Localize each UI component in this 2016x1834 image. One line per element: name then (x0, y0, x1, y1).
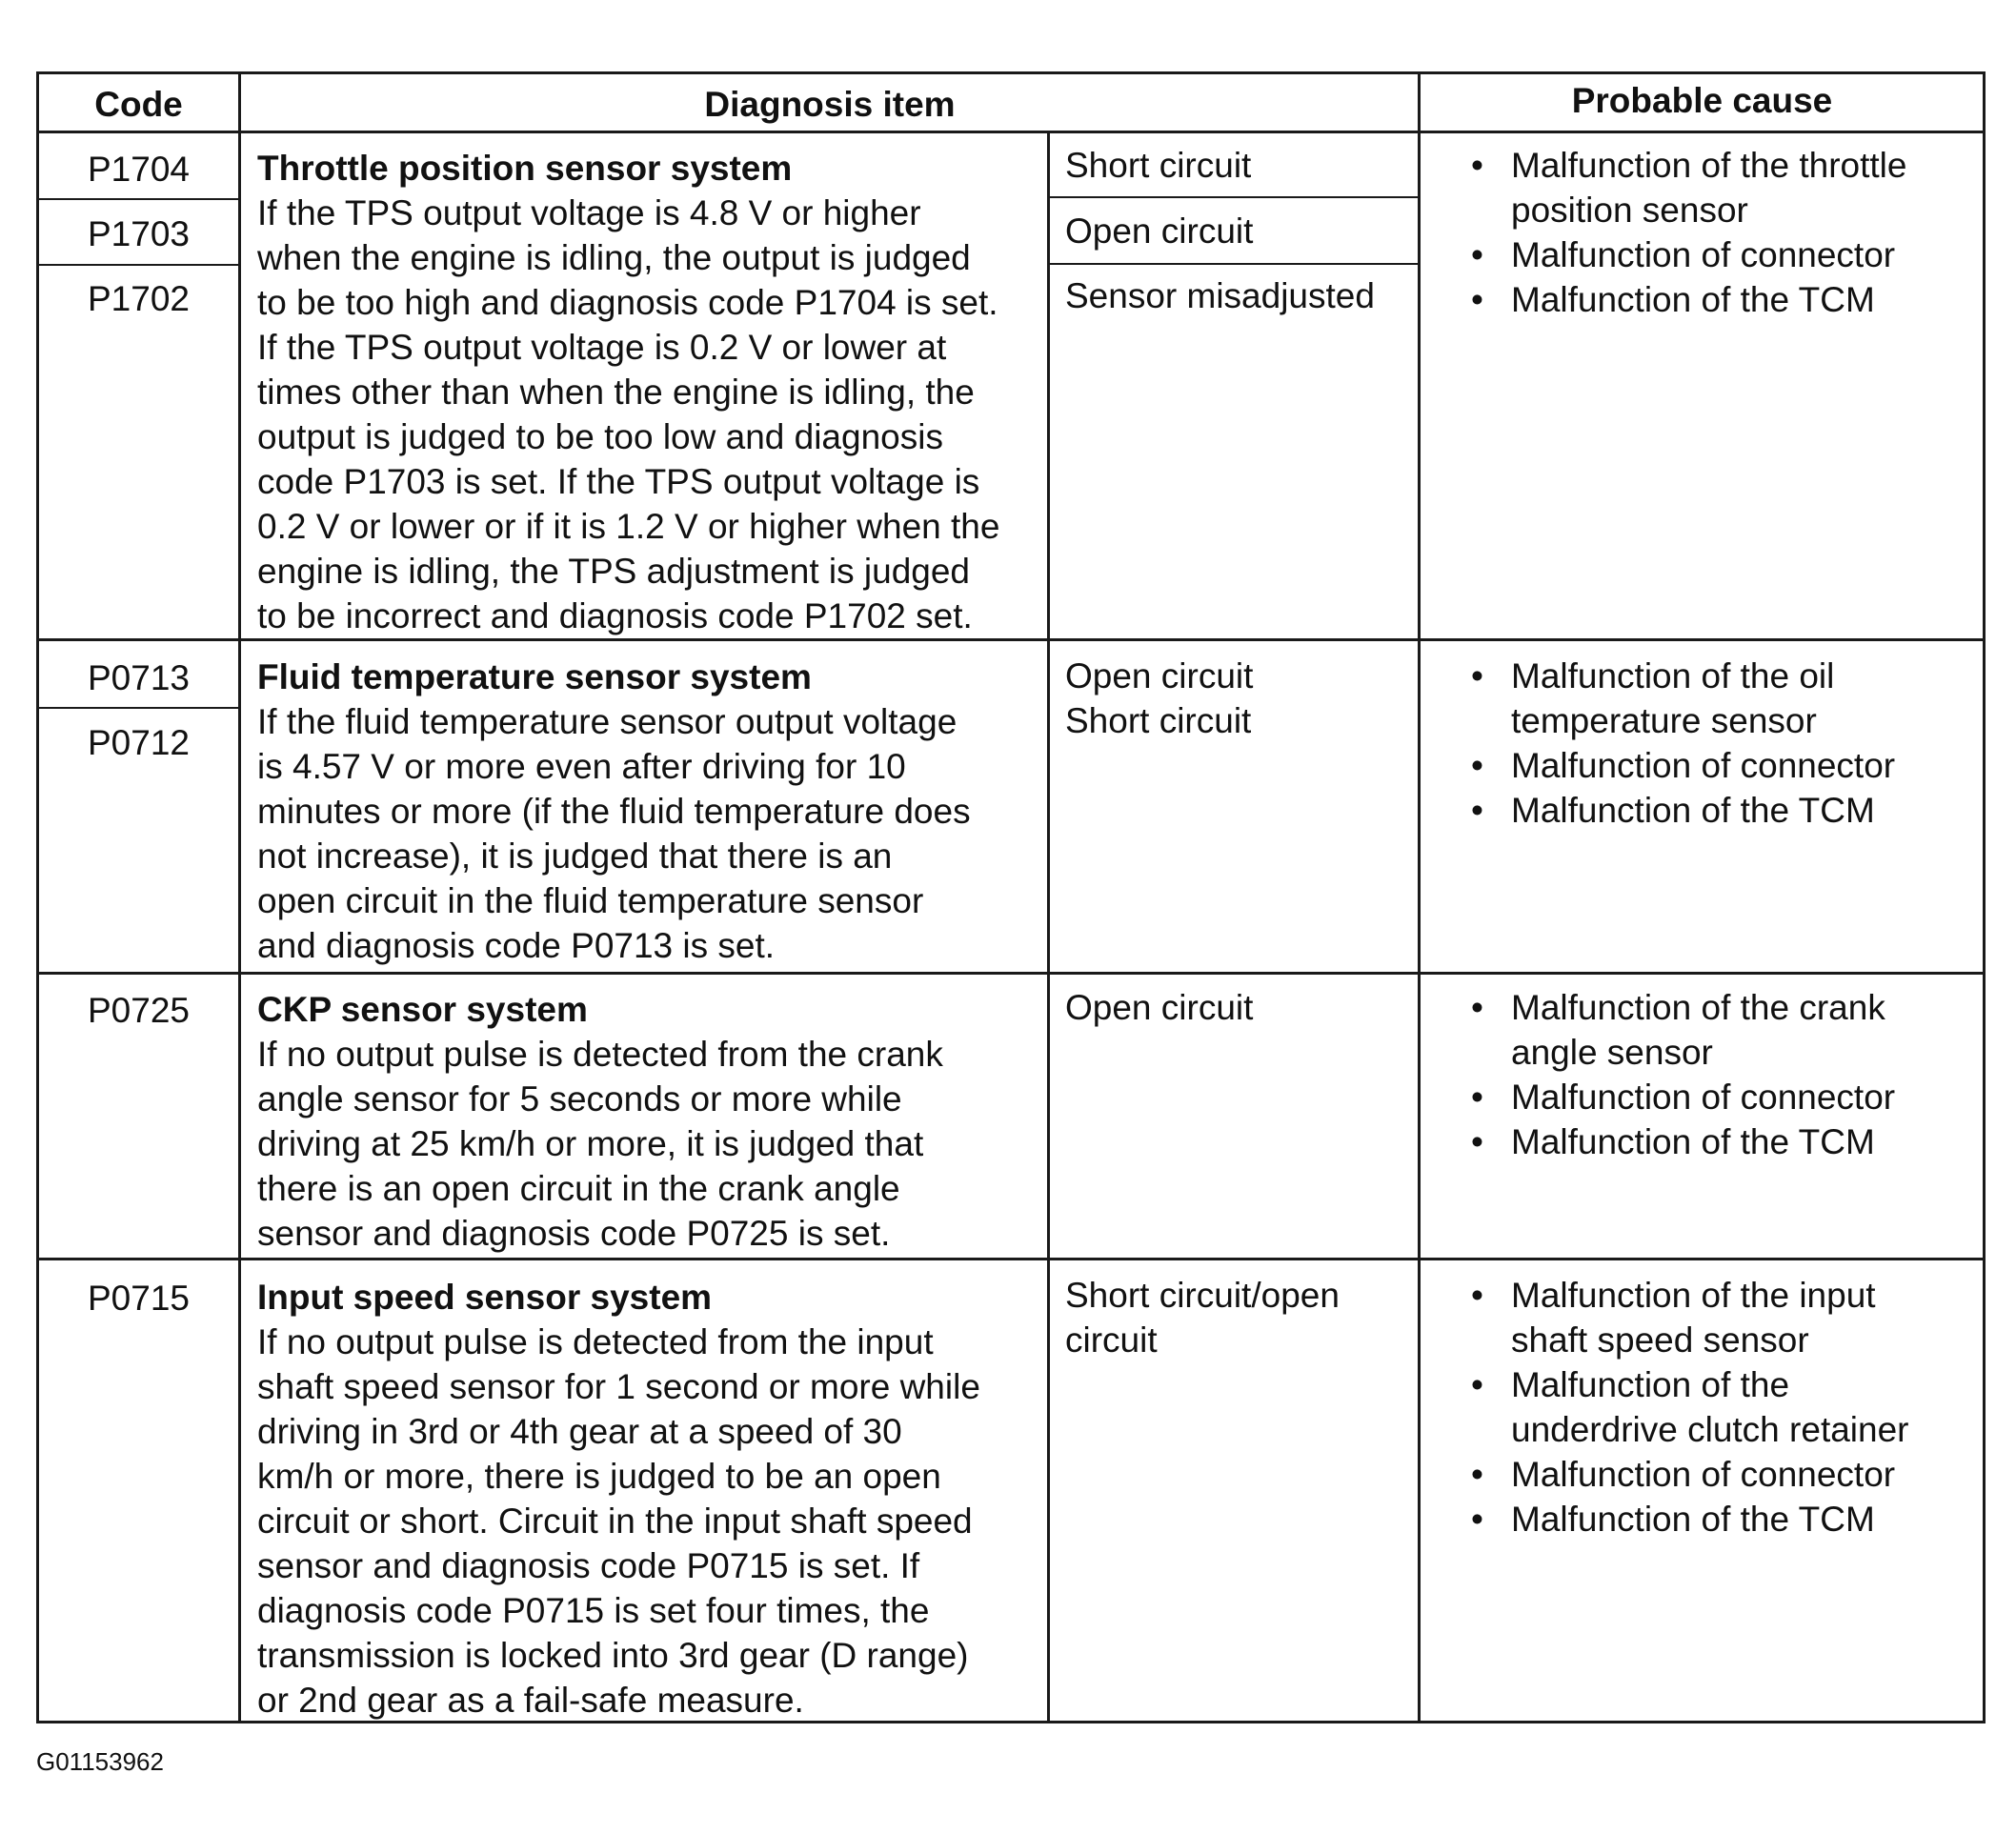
cause-item (1463, 1119, 1895, 1164)
code-separator (36, 707, 240, 709)
header-diagnosis-item: Diagnosis item (704, 85, 956, 124)
cause-text: Malfunction of the TCM (1511, 280, 1875, 319)
cause-text: Malfunction of the TCM (1511, 1122, 1875, 1161)
cause-item (1463, 743, 1895, 788)
condition-separator (1048, 263, 1420, 265)
cause-item (1463, 232, 1906, 277)
diagnosis-title: Fluid temperature sensor system (257, 657, 812, 696)
code-separator (36, 198, 240, 200)
condition-cell: Open circuit (1065, 988, 1254, 1027)
diagnosis-description: If the TPS output voltage is 4.8 V or higher when the engine is idling, the output is judged to be too high and diagnosis code P1704 is set. If the TPS output voltage is 0.2 V or lower at times other than when the engine is idling, the output is judged to be too low and diagnosis code P1703 is set. If the TPS output voltage is 0.2 V or lower or if it is 1.2 V or higher when the engine is idling, the TPS adjustment is judged to be incorrect and diagnosis code P1702 set. (257, 193, 1000, 635)
table-border-top (36, 71, 1986, 74)
cause-text: Malfunction of the TCM (1511, 1500, 1875, 1539)
condition-cell: Open circuit (1065, 212, 1254, 251)
cause-text: Malfunction of connector (1511, 1455, 1896, 1494)
bullet-icon: • (1471, 791, 1483, 830)
cause-text: Malfunction of the crank angle sensor (1511, 988, 1885, 1072)
diagnosis-title: Input speed sensor system (257, 1278, 713, 1317)
code-separator (36, 264, 240, 266)
cause-item (1463, 788, 1895, 833)
code-cell: P0713 (88, 658, 190, 697)
diagnosis-title: CKP sensor system (257, 990, 588, 1029)
condition-separator (1048, 196, 1420, 198)
cause-item (1463, 654, 1895, 743)
condition-cell: Open circuit Short circuit (1065, 656, 1254, 740)
bullet-icon: • (1471, 1276, 1483, 1315)
bullet-icon: • (1471, 1122, 1483, 1161)
code-cell: P1702 (88, 279, 190, 318)
header-probable-cause: Probable cause (1571, 81, 1833, 120)
figure-id: G01153962 (36, 1747, 164, 1776)
bullet-icon: • (1471, 146, 1483, 185)
cause-item (1463, 1452, 1909, 1497)
bullet-icon: • (1471, 746, 1483, 785)
diagnosis-title: Throttle position sensor system (257, 149, 793, 188)
condition-cell: Short circuit/open circuit (1065, 1276, 1340, 1360)
diagnosis-description: If no output pulse is detected from the crank angle sensor for 5 seconds or more while driving at 25 km/h or more, it is judged that there is an open circuit in the crank angle sensor and diagnosis code P0725 is set. (257, 1035, 943, 1253)
cause-text: Malfunction of the throttle position sensor (1511, 146, 1907, 230)
bullet-icon: • (1471, 656, 1483, 695)
bullet-icon: • (1471, 1500, 1483, 1539)
code-cell: P0715 (88, 1279, 190, 1318)
cause-column-divider (1418, 71, 1421, 1723)
row-1-bottom-border (36, 638, 1986, 641)
bullet-icon: • (1471, 235, 1483, 274)
bullet-icon: • (1471, 280, 1483, 319)
header-code: Code (94, 85, 183, 124)
condition-cell: Short circuit (1065, 146, 1252, 185)
cause-text: Malfunction of the input shaft speed sensor (1511, 1276, 1876, 1360)
cause-text: Malfunction of the TCM (1511, 791, 1875, 830)
cause-text: Malfunction of connector (1511, 1078, 1896, 1117)
code-cell: P1703 (88, 214, 190, 253)
code-cell: P0712 (88, 723, 190, 762)
cause-item (1463, 1075, 1895, 1119)
diagnosis-description: If no output pulse is detected from the input shaft speed sensor for 1 second or more while driving in 3rd or 4th gear at a speed of 30 km/h or more, there is judged to be an open circuit or short. Circuit in the input shaft speed sensor and diagnosis code P0715 is set. If diagnosis code P0715 is set four times, the transmission is locked into 3rd gear (D range) or 2nd gear as a fail-safe measure. (257, 1322, 980, 1720)
bullet-icon: • (1471, 1455, 1483, 1494)
code-cell: P0725 (88, 991, 190, 1030)
cause-text: Malfunction of connector (1511, 746, 1896, 785)
cause-text: Malfunction of connector (1511, 235, 1896, 274)
cause-list (1463, 143, 1906, 322)
diagnosis-description: If the fluid temperature sensor output voltage is 4.57 V or more even after driving for 10 minutes or more (if the fluid temperature does not increase), it is judged that there is an open circuit in the fluid temperature sensor and diagnosis code P0713 is set. (257, 702, 971, 965)
cause-list (1463, 654, 1895, 833)
cause-list (1463, 1273, 1909, 1542)
cause-item (1463, 143, 1906, 232)
cause-item (1463, 1273, 1909, 1362)
bullet-icon: • (1471, 1078, 1483, 1117)
row-2-bottom-border (36, 972, 1986, 975)
code-cell: P1704 (88, 150, 190, 189)
cause-list (1463, 985, 1895, 1164)
bullet-icon: • (1471, 988, 1483, 1027)
bullet-icon: • (1471, 1365, 1483, 1404)
cause-text: Malfunction of the underdrive clutch retainer (1511, 1365, 1909, 1449)
table-border-right (1983, 71, 1986, 1723)
row-3-bottom-border (36, 1258, 1986, 1260)
header-bottom-border (36, 131, 1986, 133)
condition-cell: Sensor misadjusted (1065, 276, 1375, 315)
cause-item (1463, 1497, 1909, 1542)
cause-item (1463, 1362, 1909, 1452)
cause-item (1463, 277, 1906, 322)
cause-text: Malfunction of the oil temperature sensor (1511, 656, 1835, 740)
cause-item (1463, 985, 1895, 1075)
condition-column-divider (1047, 131, 1050, 1723)
